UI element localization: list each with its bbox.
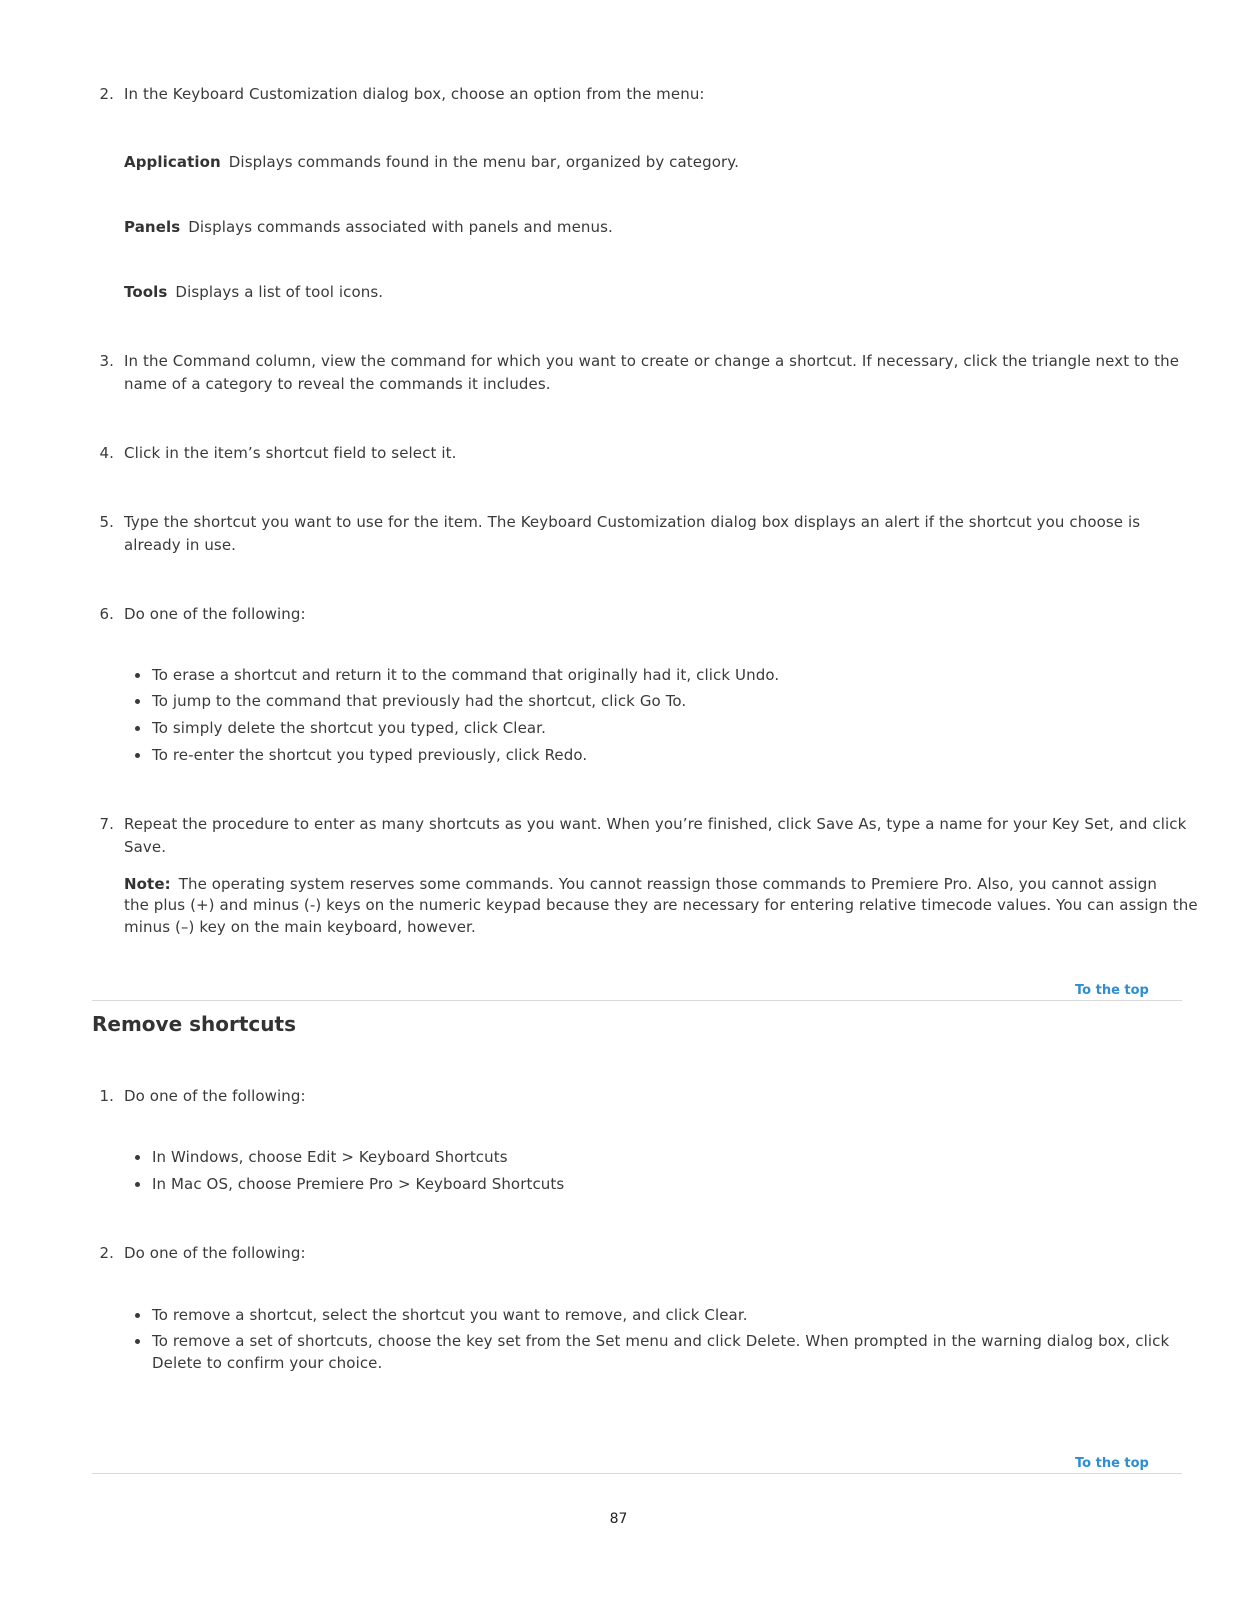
step-number: 6.: [99, 605, 114, 623]
list-item: To jump to the command that previously had the shortcut, click Go To.: [152, 690, 686, 713]
step-text-line: Save.: [124, 838, 167, 856]
step-number: 7.: [99, 815, 114, 833]
step-text: Do one of the following:: [124, 1244, 306, 1262]
list-item: To re-enter the shortcut you typed previously, click Redo.: [152, 744, 587, 767]
step-text: In the Keyboard Customization dialog box, choose an option from the menu:: [124, 85, 705, 103]
option-desc: Displays commands associated with panels and menus.: [188, 218, 613, 236]
list-item: To simply delete the shortcut you typed, click Clear.: [152, 717, 546, 740]
step-text: Do one of the following:: [124, 1087, 306, 1105]
step-text-line: already in use.: [124, 536, 237, 554]
to-the-top-link[interactable]: To the top: [1075, 1456, 1149, 1471]
list-item: To remove a set of shortcuts, choose the key set from the Set menu and click Delete. When prompted in the warning dialog box, click: [152, 1330, 1169, 1353]
option-term: Application: [124, 153, 221, 171]
note-label: Note:: [124, 875, 171, 893]
list-item-continuation: Delete to confirm your choice.: [152, 1354, 383, 1372]
step-text: Do one of the following:: [124, 605, 306, 623]
list-item: To erase a shortcut and return it to the command that originally had it, click Undo.: [152, 664, 779, 687]
list-item: In Mac OS, choose Premiere Pro > Keyboard Shortcuts: [152, 1173, 564, 1196]
to-the-top-link[interactable]: To the top: [1075, 983, 1149, 998]
step-number: 2.: [99, 1244, 114, 1262]
note-line: the plus (+) and minus (-) keys on the numeric keypad because they are necessary for entering relative timecode values. You can assign the: [124, 896, 1198, 914]
section-divider: [92, 1000, 1182, 1001]
section-heading: Remove shortcuts: [92, 1012, 296, 1036]
step-number: 5.: [99, 513, 114, 531]
note-text: The operating system reserves some commands. You cannot reassign those commands to Premiere Pro. Also, you cannot assign: [178, 875, 1158, 893]
step-number: 1.: [99, 1087, 114, 1105]
step-text: Click in the item’s shortcut field to select it.: [124, 444, 457, 462]
option-desc: Displays a list of tool icons.: [175, 283, 384, 301]
option-tools: [124, 281, 383, 304]
option-term: Tools: [124, 283, 168, 301]
step-text-line: In the Command column, view the command for which you want to create or change a shortcut. If necessary, click the triangle next to the: [124, 352, 1180, 370]
step-number: 2.: [99, 85, 114, 103]
step-number: 4.: [99, 444, 114, 462]
list-item: To remove a shortcut, select the shortcut you want to remove, and click Clear.: [152, 1304, 748, 1327]
step-text-line: Repeat the procedure to enter as many shortcuts as you want. When you’re finished, click Save As, type a name for your Key Set, and click: [124, 815, 1187, 833]
note-line: [124, 873, 1157, 896]
option-application: [124, 151, 739, 174]
section-divider: [92, 1473, 1182, 1474]
option-term: Panels: [124, 218, 181, 236]
step-text-line: Type the shortcut you want to use for the item. The Keyboard Customization dialog box displays an alert if the shortcut you choose is: [124, 513, 1141, 531]
option-panels: [124, 216, 613, 239]
note-line: minus (–) key on the main keyboard, however.: [124, 918, 476, 936]
list-item: In Windows, choose Edit > Keyboard Shortcuts: [152, 1146, 508, 1169]
page-number: 87: [609, 1511, 628, 1527]
option-desc: Displays commands found in the menu bar, organized by category.: [228, 153, 739, 171]
step-number: 3.: [99, 352, 114, 370]
step-text-line: name of a category to reveal the commands it includes.: [124, 375, 551, 393]
